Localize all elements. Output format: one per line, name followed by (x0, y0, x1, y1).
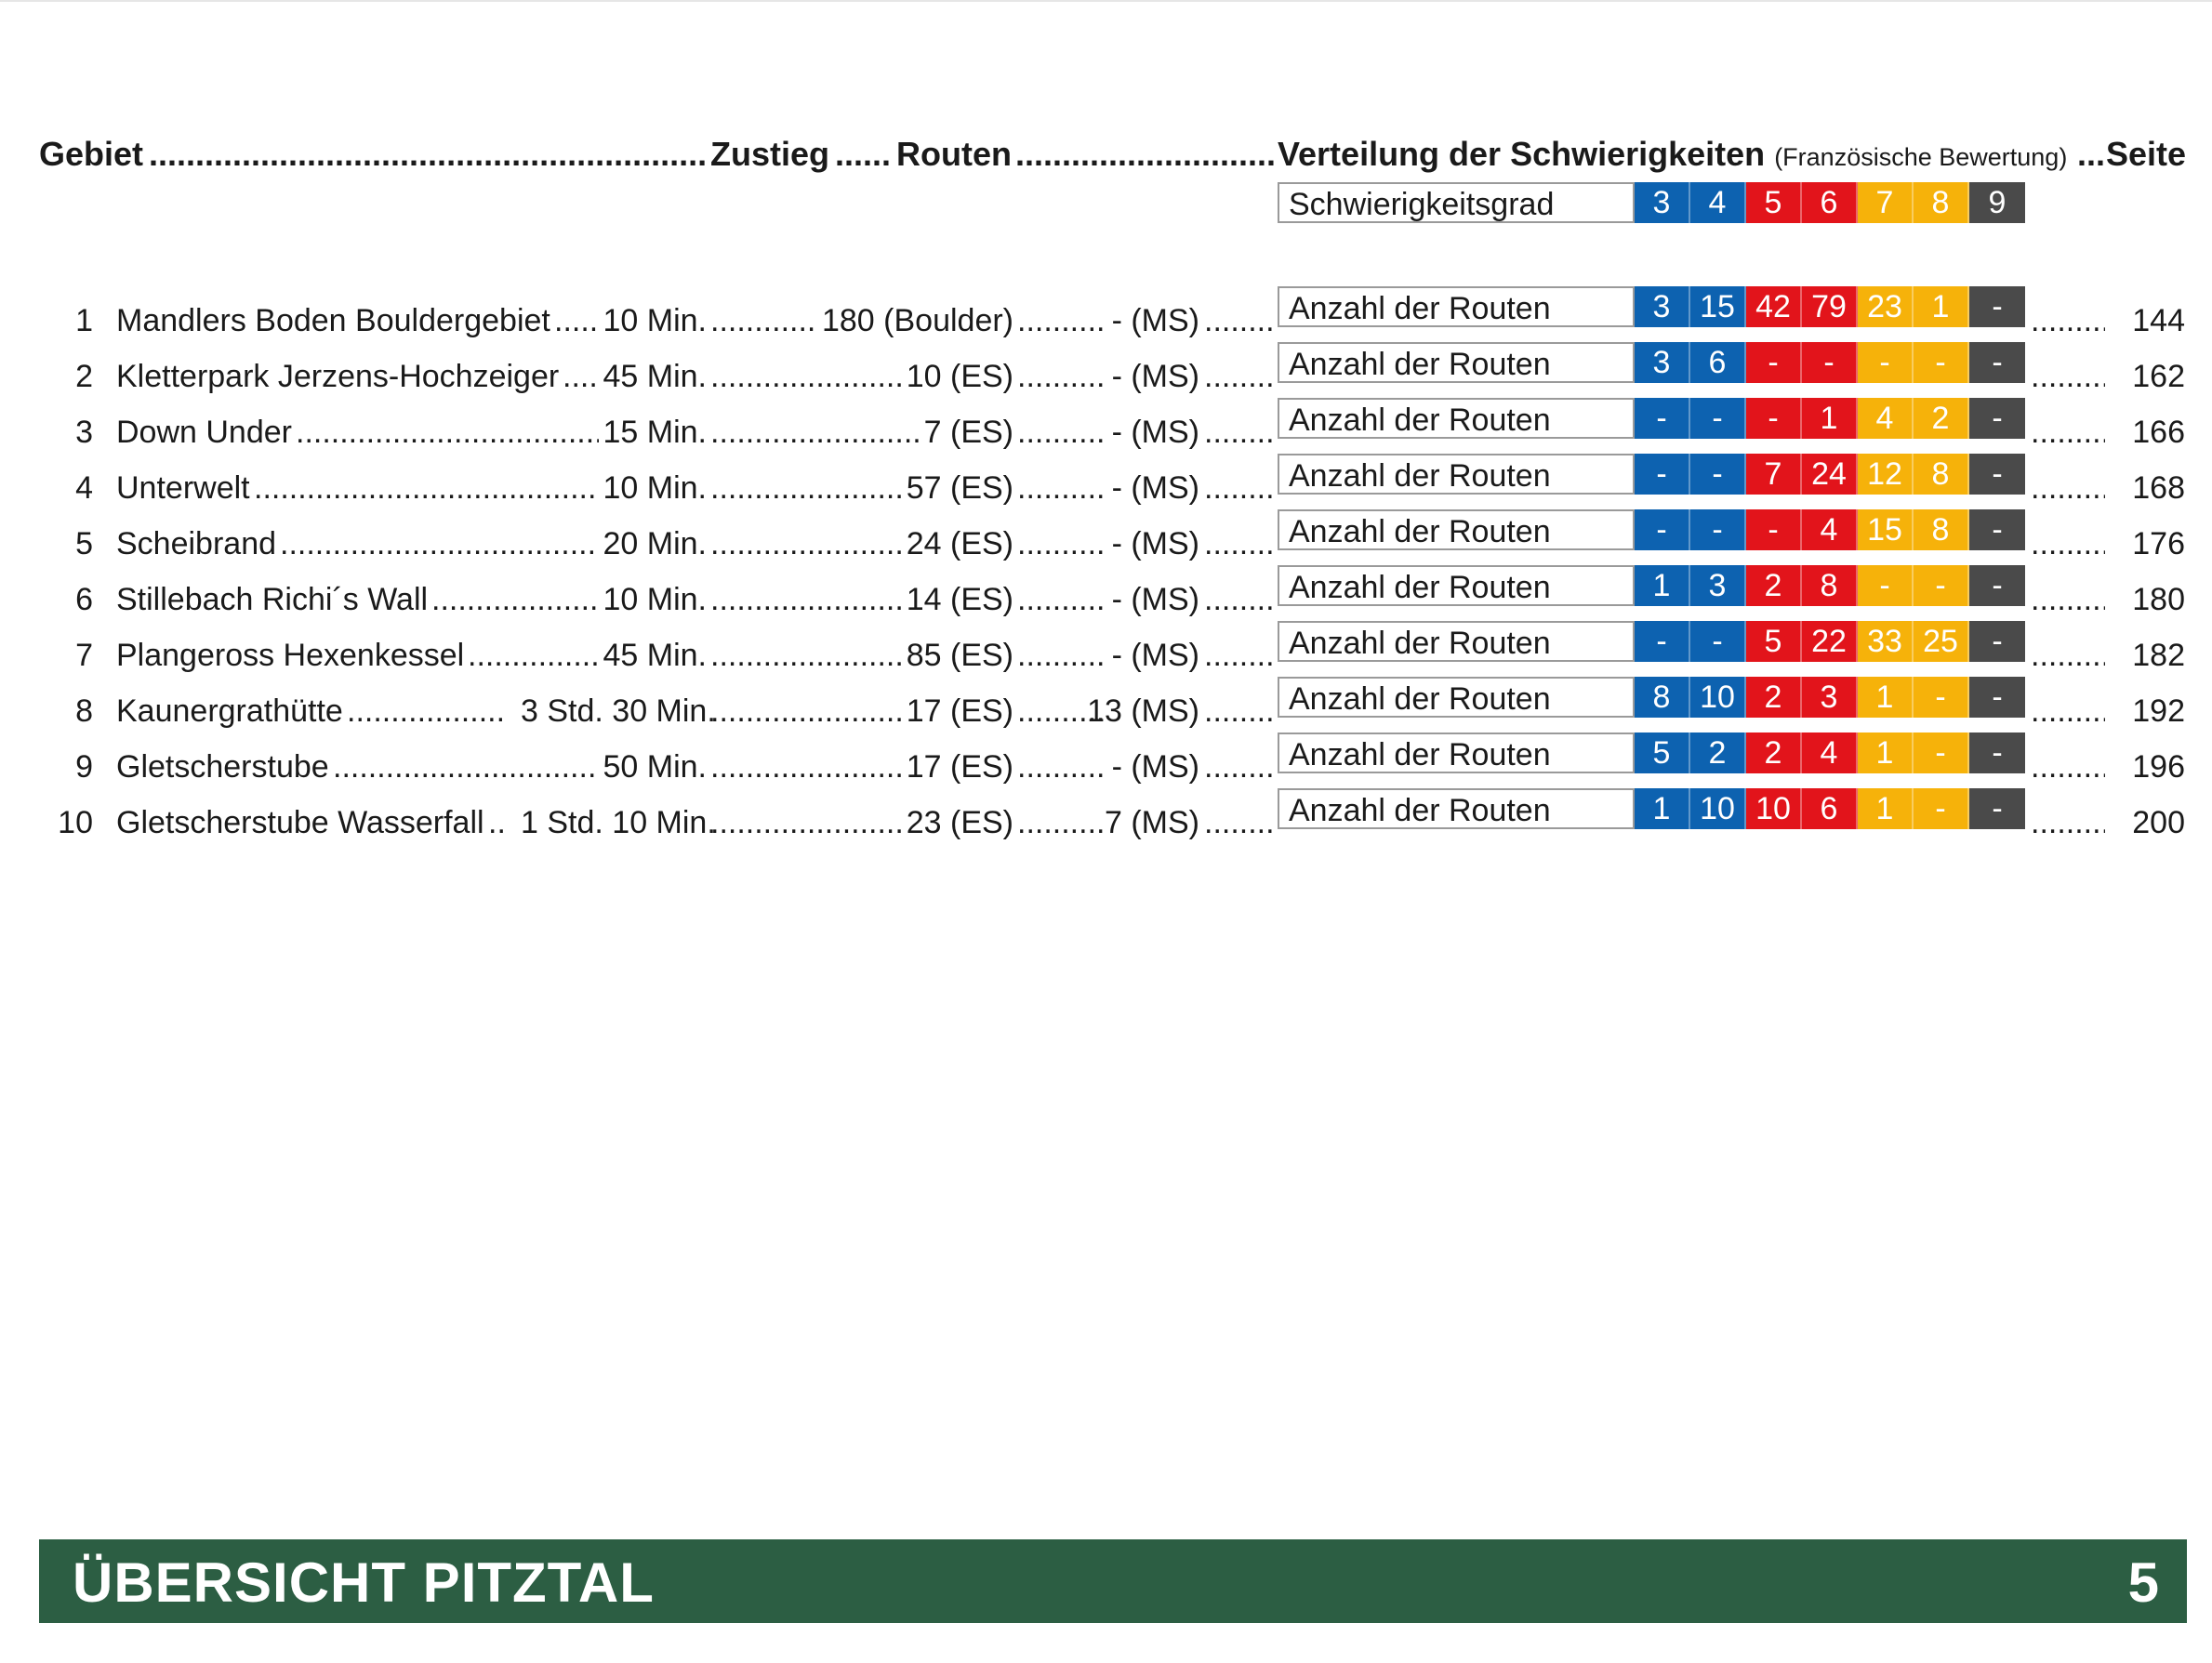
leader-dots (1204, 746, 1275, 788)
page-reference: 182 (2132, 638, 2185, 673)
routes-es: 23 (ES) (906, 805, 1013, 840)
route-count-cell: 12 (1858, 454, 1914, 495)
leader-dots (1017, 801, 1106, 844)
leader-dots (296, 411, 599, 454)
route-count-cell: - (1690, 621, 1746, 662)
route-count-cell: 8 (1635, 677, 1690, 718)
page-reference: 176 (2132, 526, 2185, 561)
route-count-cell: - (1969, 677, 2025, 718)
leader-dots (1017, 746, 1106, 788)
route-count-cell: 6 (1690, 342, 1746, 383)
route-count-cell: 8 (1914, 509, 1969, 550)
route-count-cell: 2 (1746, 677, 1802, 718)
leader-dots (1204, 522, 1275, 565)
leader-dots (468, 634, 599, 677)
route-count-cell: 3 (1635, 342, 1690, 383)
route-count-label: Anzahl der Routen (1278, 398, 1635, 439)
routes-es: 14 (ES) (906, 582, 1013, 617)
route-count-label: Anzahl der Routen (1278, 565, 1635, 606)
route-count-label: Anzahl der Routen (1278, 733, 1635, 773)
footer-bar (39, 1539, 2187, 1623)
leader-dots (1017, 467, 1106, 509)
page-reference: 200 (2132, 805, 2185, 840)
route-count-cell: 4 (1802, 509, 1858, 550)
row-number: 7 (75, 638, 93, 673)
area-name: Unterwelt (116, 470, 250, 506)
approach-time: 20 Min. (603, 526, 707, 561)
page-reference: 162 (2132, 359, 2185, 394)
route-count-cell: - (1969, 342, 2025, 383)
route-count-cell: 3 (1635, 286, 1690, 327)
leader-dots (1017, 355, 1106, 398)
grade-cell: 9 (1969, 182, 2025, 223)
route-count-cell: 8 (1802, 565, 1858, 606)
page-reference: 166 (2132, 415, 2185, 450)
routes-ms: 7 (MS) (1105, 805, 1199, 840)
route-count-cell: - (1969, 788, 2025, 829)
area-name: Gletscherstube Wasserfall (116, 805, 484, 840)
routes-es: 17 (ES) (906, 749, 1013, 785)
route-count-cell: 42 (1746, 286, 1802, 327)
route-count-cell: - (1969, 621, 2025, 662)
leader-dots (1017, 522, 1106, 565)
routes-es: 85 (ES) (906, 638, 1013, 673)
header-seite: Seite (2106, 135, 2187, 173)
route-count-cell: 10 (1746, 788, 1802, 829)
grade-cell: 7 (1858, 182, 1914, 223)
row-number: 5 (75, 526, 93, 561)
leader-dots (554, 299, 599, 342)
row-number: 1 (75, 303, 93, 338)
routes-es: 17 (ES) (906, 693, 1013, 729)
leader-dots (1204, 634, 1275, 677)
route-count-cell: 22 (1802, 621, 1858, 662)
route-count-cell: 33 (1858, 621, 1914, 662)
route-count-label: Anzahl der Routen (1278, 788, 1635, 829)
leader-dots (710, 690, 903, 733)
routes-ms: - (MS) (1111, 415, 1199, 450)
routes-es: 7 (ES) (923, 415, 1013, 450)
area-name: Scheibrand (116, 526, 277, 561)
route-count-cell: - (1969, 454, 2025, 495)
leader-dots (333, 746, 599, 788)
row-number: 3 (75, 415, 93, 450)
route-count-cell: - (1690, 509, 1746, 550)
route-count-label: Anzahl der Routen (1278, 454, 1635, 495)
route-count-cell: - (1690, 398, 1746, 439)
route-count-cell: 1 (1858, 733, 1914, 773)
area-name: Stillebach Richi´s Wall (116, 582, 429, 617)
header-routen: Routen (896, 135, 1012, 173)
route-count-cell: - (1969, 565, 2025, 606)
route-count-cell: - (1914, 733, 1969, 773)
grade-cell: 5 (1746, 182, 1802, 223)
row-number: 4 (75, 470, 93, 506)
routes-ms: 13 (MS) (1087, 693, 1199, 729)
routes-ms: - (MS) (1111, 638, 1199, 673)
route-count-cell: 1 (1802, 398, 1858, 439)
leader-dots (1017, 634, 1106, 677)
route-count-cell: 1 (1635, 565, 1690, 606)
route-count-cell: - (1858, 565, 1914, 606)
row-number: 10 (58, 805, 93, 840)
header-leader-dots (1015, 132, 1276, 177)
leader-dots (488, 801, 508, 844)
top-rule (0, 0, 2212, 2)
route-count-cell: 1 (1858, 788, 1914, 829)
route-count-cell: 15 (1690, 286, 1746, 327)
row-number: 8 (75, 693, 93, 729)
route-count-cell: - (1746, 342, 1802, 383)
routes-ms: - (MS) (1111, 582, 1199, 617)
header-bewertung: (Französische Bewertung) (1774, 143, 2068, 171)
route-count-cell: 10 (1690, 788, 1746, 829)
route-count-cell: - (1969, 509, 2025, 550)
footer-title: ÜBERSICHT PITZTAL (73, 1551, 655, 1614)
route-count-label: Anzahl der Routen (1278, 621, 1635, 662)
routes-ms: - (MS) (1111, 749, 1199, 785)
routes-ms: - (MS) (1111, 359, 1199, 394)
leader-dots (710, 467, 903, 509)
routes-ms: - (MS) (1111, 526, 1199, 561)
route-count-cell: - (1969, 398, 2025, 439)
route-count-cell: - (1802, 342, 1858, 383)
route-count-cell: 24 (1802, 454, 1858, 495)
header-leader-dots (149, 132, 707, 177)
leader-dots (710, 299, 818, 342)
page-number: 5 (2127, 1551, 2159, 1614)
area-name: Gletscherstube (116, 749, 329, 785)
grade-cell: 4 (1690, 182, 1746, 223)
leader-dots (431, 578, 599, 621)
leader-dots (280, 522, 599, 565)
page-reference: 196 (2132, 749, 2185, 785)
route-count-cell: - (1746, 398, 1802, 439)
approach-time: 10 Min. (603, 582, 707, 617)
leader-dots (1204, 411, 1275, 454)
page-reference: 144 (2132, 303, 2185, 338)
route-count-cell: 4 (1858, 398, 1914, 439)
route-count-cell: - (1969, 733, 2025, 773)
row-number: 2 (75, 359, 93, 394)
route-count-cell: 1 (1858, 677, 1914, 718)
leader-dots (1017, 411, 1106, 454)
leader-dots (710, 355, 903, 398)
leader-dots (1204, 801, 1275, 844)
leader-dots (1017, 299, 1106, 342)
header-verteilung-text: Verteilung der Schwierigkeiten (1278, 135, 1766, 173)
grade-scale-label: Schwierigkeitsgrad (1278, 182, 1635, 223)
leader-dots (710, 578, 903, 621)
route-count-cell: - (1969, 286, 2025, 327)
area-name: Plangeross Hexenkessel (116, 638, 465, 673)
approach-time: 3 Std. 30 Min. (521, 693, 716, 729)
page-reference: 180 (2132, 582, 2185, 617)
approach-time: 15 Min. (603, 415, 707, 450)
route-count-cell: - (1746, 509, 1802, 550)
route-count-cell: - (1690, 454, 1746, 495)
leader-dots (1204, 467, 1275, 509)
grade-cell: 6 (1802, 182, 1858, 223)
leader-dots (710, 634, 903, 677)
route-count-cell: - (1914, 342, 1969, 383)
route-count-cell: - (1914, 565, 1969, 606)
route-count-label: Anzahl der Routen (1278, 509, 1635, 550)
routes-es: 57 (ES) (906, 470, 1013, 506)
route-count-cell: 7 (1746, 454, 1802, 495)
route-count-cell: - (1635, 398, 1690, 439)
leader-dots (1204, 355, 1275, 398)
leader-dots (710, 522, 903, 565)
route-count-cell: 3 (1690, 565, 1746, 606)
header-leader-dots (2077, 132, 2105, 177)
header-leader-dots (835, 132, 893, 177)
approach-time: 45 Min. (603, 638, 707, 673)
route-count-cell: 5 (1635, 733, 1690, 773)
route-count-cell: 1 (1914, 286, 1969, 327)
route-count-cell: 2 (1690, 733, 1746, 773)
approach-time: 10 Min. (603, 303, 707, 338)
route-count-cell: 79 (1802, 286, 1858, 327)
header-gebiet: Gebiet (39, 135, 144, 173)
page-reference: 192 (2132, 693, 2185, 729)
route-count-cell: 1 (1635, 788, 1690, 829)
route-count-cell: 4 (1802, 733, 1858, 773)
leader-dots (347, 690, 508, 733)
routes-es: 24 (ES) (906, 526, 1013, 561)
route-count-cell: 3 (1802, 677, 1858, 718)
route-count-label: Anzahl der Routen (1278, 286, 1635, 327)
route-count-label: Anzahl der Routen (1278, 677, 1635, 718)
route-count-cell: 5 (1746, 621, 1802, 662)
area-name: Mandlers Boden Bouldergebiet (116, 303, 550, 338)
approach-time: 50 Min. (603, 749, 707, 785)
leader-dots (254, 467, 599, 509)
leader-dots (1204, 578, 1275, 621)
route-count-cell: - (1858, 342, 1914, 383)
route-count-cell: 2 (1746, 565, 1802, 606)
route-count-cell: - (1635, 621, 1690, 662)
route-count-cell: - (1635, 454, 1690, 495)
leader-dots (1017, 578, 1106, 621)
route-count-cell: 15 (1858, 509, 1914, 550)
row-number: 9 (75, 749, 93, 785)
leader-dots (563, 355, 599, 398)
row-number: 6 (75, 582, 93, 617)
approach-time: 1 Std. 10 Min. (521, 805, 716, 840)
route-count-cell: 6 (1802, 788, 1858, 829)
leader-dots (710, 411, 921, 454)
route-count-cell: - (1914, 677, 1969, 718)
area-name: Kaunergrathütte (116, 693, 343, 729)
route-count-cell: 2 (1914, 398, 1969, 439)
route-count-cell: 23 (1858, 286, 1914, 327)
grade-cell: 8 (1914, 182, 1969, 223)
area-name: Kletterpark Jerzens-Hochzeiger (116, 359, 560, 394)
header-zustieg: Zustieg (710, 135, 830, 173)
leader-dots (1204, 690, 1275, 733)
area-name: Down Under (116, 415, 292, 450)
routes-es: 10 (ES) (906, 359, 1013, 394)
routes-es: 180 (Boulder) (821, 303, 1013, 338)
routes-ms: - (MS) (1111, 470, 1199, 506)
route-count-cell: 8 (1914, 454, 1969, 495)
routes-ms: - (MS) (1111, 303, 1199, 338)
route-count-cell: 25 (1914, 621, 1969, 662)
grade-cell: 3 (1635, 182, 1690, 223)
approach-time: 45 Min. (603, 359, 707, 394)
leader-dots (1204, 299, 1275, 342)
approach-time: 10 Min. (603, 470, 707, 506)
leader-dots (710, 746, 903, 788)
route-count-cell: 10 (1690, 677, 1746, 718)
header-verteilung (1278, 132, 2067, 177)
leader-dots (1017, 690, 1106, 733)
leader-dots (710, 801, 903, 844)
route-count-cell: - (1914, 788, 1969, 829)
route-count-cell: - (1635, 509, 1690, 550)
route-count-label: Anzahl der Routen (1278, 342, 1635, 383)
route-count-cell: 2 (1746, 733, 1802, 773)
page-reference: 168 (2132, 470, 2185, 506)
